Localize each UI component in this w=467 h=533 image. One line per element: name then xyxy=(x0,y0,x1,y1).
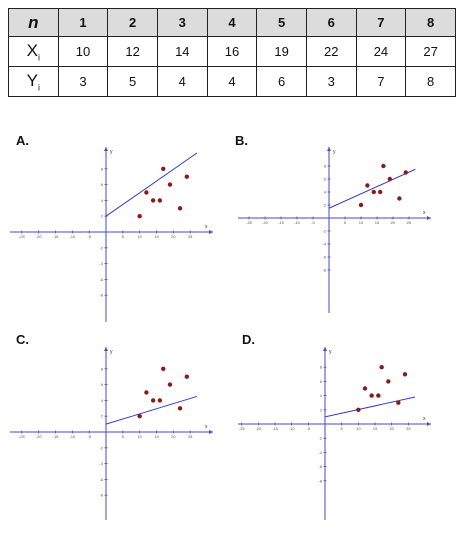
data-point xyxy=(161,167,165,171)
data-table xyxy=(8,8,456,97)
x-tick-label: -15 xyxy=(278,220,284,225)
x-tick-label: -15 xyxy=(272,426,278,431)
data-point xyxy=(168,382,172,386)
table-col-header: 8 xyxy=(406,9,456,37)
y-tick-label: 6 xyxy=(100,382,103,388)
x-tick-label: -5 xyxy=(306,426,311,431)
table-col-header: 3 xyxy=(157,9,207,37)
x-tick-label: -25 xyxy=(18,434,25,439)
table-cell-y: 4 xyxy=(157,67,207,97)
x-tick-label: 25 xyxy=(406,220,412,225)
y-tick-label: 8 xyxy=(323,163,326,169)
x-axis-arrow xyxy=(209,430,213,434)
x-tick-label: 5 xyxy=(343,220,347,225)
table-cell-y: 7 xyxy=(356,67,406,97)
data-point xyxy=(363,386,367,390)
data-point xyxy=(158,198,162,202)
x-axis-arrow xyxy=(209,230,213,234)
row-label-x xyxy=(9,37,59,67)
y-tick-label: -2 xyxy=(99,445,103,451)
x-tick-label: -10 xyxy=(288,426,295,431)
y-tick-label: 6 xyxy=(319,378,322,384)
data-point xyxy=(356,408,360,412)
x-tick-label: 20 xyxy=(171,234,176,239)
y-tick-label: -6 xyxy=(318,464,322,470)
y-tick-label: -8 xyxy=(99,292,103,298)
data-point xyxy=(404,170,408,174)
panel-b xyxy=(233,125,467,325)
table-cell-y: 4 xyxy=(207,67,257,97)
y-tick-label: -4 xyxy=(99,261,103,267)
x-tick-label: 15 xyxy=(154,234,159,239)
x-tick-label: -20 xyxy=(255,426,262,431)
table-header-n: n xyxy=(9,9,59,37)
data-point xyxy=(185,375,189,379)
data-point xyxy=(151,398,155,402)
y-tick-label: -8 xyxy=(322,267,326,273)
x-axis-label: x xyxy=(205,224,208,230)
table-col-header: 1 xyxy=(58,9,108,37)
data-point xyxy=(372,190,376,194)
table-row-x xyxy=(9,37,456,67)
x-tick-label: 20 xyxy=(389,426,394,431)
table-col-header: 5 xyxy=(257,9,307,37)
y-axis-label: y xyxy=(110,349,113,355)
chart-c xyxy=(0,325,233,528)
data-point xyxy=(151,198,155,202)
data-point xyxy=(379,365,383,369)
x-tick-label: -10 xyxy=(69,434,76,439)
y-tick-label: -2 xyxy=(318,435,322,441)
y-axis-arrow xyxy=(327,147,331,151)
data-point xyxy=(137,214,141,218)
x-tick-label: -20 xyxy=(35,434,42,439)
x-tick-label: 5 xyxy=(121,234,124,239)
x-tick-label: 10 xyxy=(137,234,142,239)
y-axis-label: y xyxy=(333,149,336,155)
table-cell-y: 8 xyxy=(406,67,456,97)
y-axis-arrow xyxy=(104,347,108,351)
y-tick-label: -2 xyxy=(322,228,326,234)
regression-line xyxy=(329,169,415,208)
x-tick-label: 25 xyxy=(187,234,193,239)
x-tick-label: 10 xyxy=(356,426,361,431)
x-axis-arrow xyxy=(427,216,431,220)
x-tick-label: -25 xyxy=(246,220,252,225)
table-cell-x: 16 xyxy=(207,37,257,67)
table-cell-x: 19 xyxy=(257,37,307,67)
x-axis-label: x xyxy=(423,416,426,422)
x-axis-label: x xyxy=(205,424,208,430)
table-cell-y: 3 xyxy=(58,67,108,97)
data-point xyxy=(388,177,392,181)
chart-b xyxy=(233,125,467,325)
y-tick-label: 8 xyxy=(100,166,103,172)
x-tick-label: 15 xyxy=(154,434,159,439)
x-tick-label: 15 xyxy=(374,220,380,225)
panel-a xyxy=(0,125,233,325)
data-point xyxy=(365,183,369,187)
y-tick-label: -4 xyxy=(99,461,103,467)
x-tick-label: -5 xyxy=(87,434,91,439)
panel-c-label: C. xyxy=(16,332,29,347)
y-tick-label: 6 xyxy=(100,182,103,188)
row-label-x-sub: i xyxy=(38,52,40,63)
table-col-header: 7 xyxy=(356,9,406,37)
panel-a-label: A. xyxy=(16,133,29,148)
y-tick-label: -8 xyxy=(318,478,322,484)
data-point xyxy=(378,190,382,194)
row-label-y xyxy=(9,67,59,97)
data-point xyxy=(144,390,148,394)
y-tick-label: 2 xyxy=(323,202,326,208)
x-axis-arrow xyxy=(427,422,431,426)
table-cell-x: 27 xyxy=(406,37,456,67)
y-tick-label: 2 xyxy=(100,413,103,419)
y-tick-label: 8 xyxy=(100,366,103,372)
x-tick-label: -20 xyxy=(262,220,268,225)
y-tick-label: -4 xyxy=(318,449,322,455)
y-tick-label: 4 xyxy=(100,197,103,203)
x-axis-label: x xyxy=(423,210,426,216)
data-point xyxy=(381,164,385,168)
y-tick-label: -6 xyxy=(99,476,103,482)
x-tick-label: -25 xyxy=(18,234,25,239)
y-axis-arrow xyxy=(323,347,327,351)
y-tick-label: 4 xyxy=(319,393,322,399)
table-cell-x: 14 xyxy=(157,37,207,67)
table-col-header: 6 xyxy=(306,9,356,37)
data-point xyxy=(137,414,141,418)
y-tick-label: -6 xyxy=(322,254,326,260)
x-tick-label: -10 xyxy=(294,220,300,225)
y-tick-label: -2 xyxy=(99,245,103,251)
x-tick-label: 10 xyxy=(137,434,142,439)
x-tick-label: -10 xyxy=(69,234,76,239)
table-cell-x: 24 xyxy=(356,37,406,67)
regression-line xyxy=(106,153,197,216)
data-point xyxy=(158,398,162,402)
x-tick-label: 5 xyxy=(340,426,343,431)
data-point xyxy=(144,190,148,194)
x-tick-label: 10 xyxy=(358,220,364,225)
panel-d xyxy=(233,325,467,528)
panel-d-label: D. xyxy=(242,332,255,347)
data-point xyxy=(386,379,390,383)
table-cell-y: 3 xyxy=(306,67,356,97)
data-point xyxy=(403,372,407,376)
data-point xyxy=(396,401,400,405)
data-point xyxy=(397,196,401,200)
x-tick-label: 20 xyxy=(390,220,396,225)
table-cell-x: 22 xyxy=(306,37,356,67)
y-tick-label: 4 xyxy=(323,189,326,195)
y-tick-label: 4 xyxy=(100,397,103,403)
x-tick-label: -15 xyxy=(52,434,59,439)
y-tick-label: -6 xyxy=(99,276,103,282)
y-tick-label: 8 xyxy=(319,364,322,370)
x-tick-label: -5 xyxy=(87,234,91,239)
x-tick-label: 15 xyxy=(372,426,378,431)
table-cell-x: 10 xyxy=(58,37,108,67)
x-tick-label: -5 xyxy=(311,220,315,225)
regression-line xyxy=(325,397,415,417)
table-col-header: 2 xyxy=(108,9,158,37)
y-tick-label: -4 xyxy=(322,241,326,247)
data-point xyxy=(178,406,182,410)
x-tick-label: 25 xyxy=(406,426,411,431)
y-axis-label: y xyxy=(110,149,113,155)
table-col-header: 4 xyxy=(207,9,257,37)
x-tick-label: 25 xyxy=(187,434,193,439)
table-row-y xyxy=(9,67,456,97)
y-axis-label: y xyxy=(329,349,332,355)
data-point xyxy=(178,206,182,210)
data-point xyxy=(168,182,172,186)
chart-d xyxy=(233,325,467,528)
data-point xyxy=(376,393,380,397)
table-cell-x: 12 xyxy=(108,37,158,67)
table-cell-y: 6 xyxy=(257,67,307,97)
data-point xyxy=(185,175,189,179)
row-label-y-sub: i xyxy=(38,82,40,93)
chart-a xyxy=(0,125,233,325)
x-tick-label: -20 xyxy=(35,234,42,239)
panel-b-label: B. xyxy=(235,133,248,148)
data-point xyxy=(359,203,363,207)
y-tick-label: -8 xyxy=(99,492,103,498)
panel-c xyxy=(0,325,233,528)
x-tick-label: -25 xyxy=(238,426,245,431)
y-axis-arrow xyxy=(104,147,108,151)
x-tick-label: 20 xyxy=(171,434,176,439)
table-header-row xyxy=(9,9,456,37)
table-cell-y: 5 xyxy=(108,67,158,97)
y-tick-label: 2 xyxy=(100,213,103,219)
row-label-y-var: Y xyxy=(26,70,38,90)
x-tick-label: 5 xyxy=(121,434,124,439)
data-point xyxy=(369,393,373,397)
data-point xyxy=(161,367,165,371)
y-tick-label: 2 xyxy=(319,407,322,413)
y-tick-label: 6 xyxy=(323,176,326,182)
x-tick-label: -15 xyxy=(52,234,59,239)
row-label-x-var: X xyxy=(26,40,38,60)
